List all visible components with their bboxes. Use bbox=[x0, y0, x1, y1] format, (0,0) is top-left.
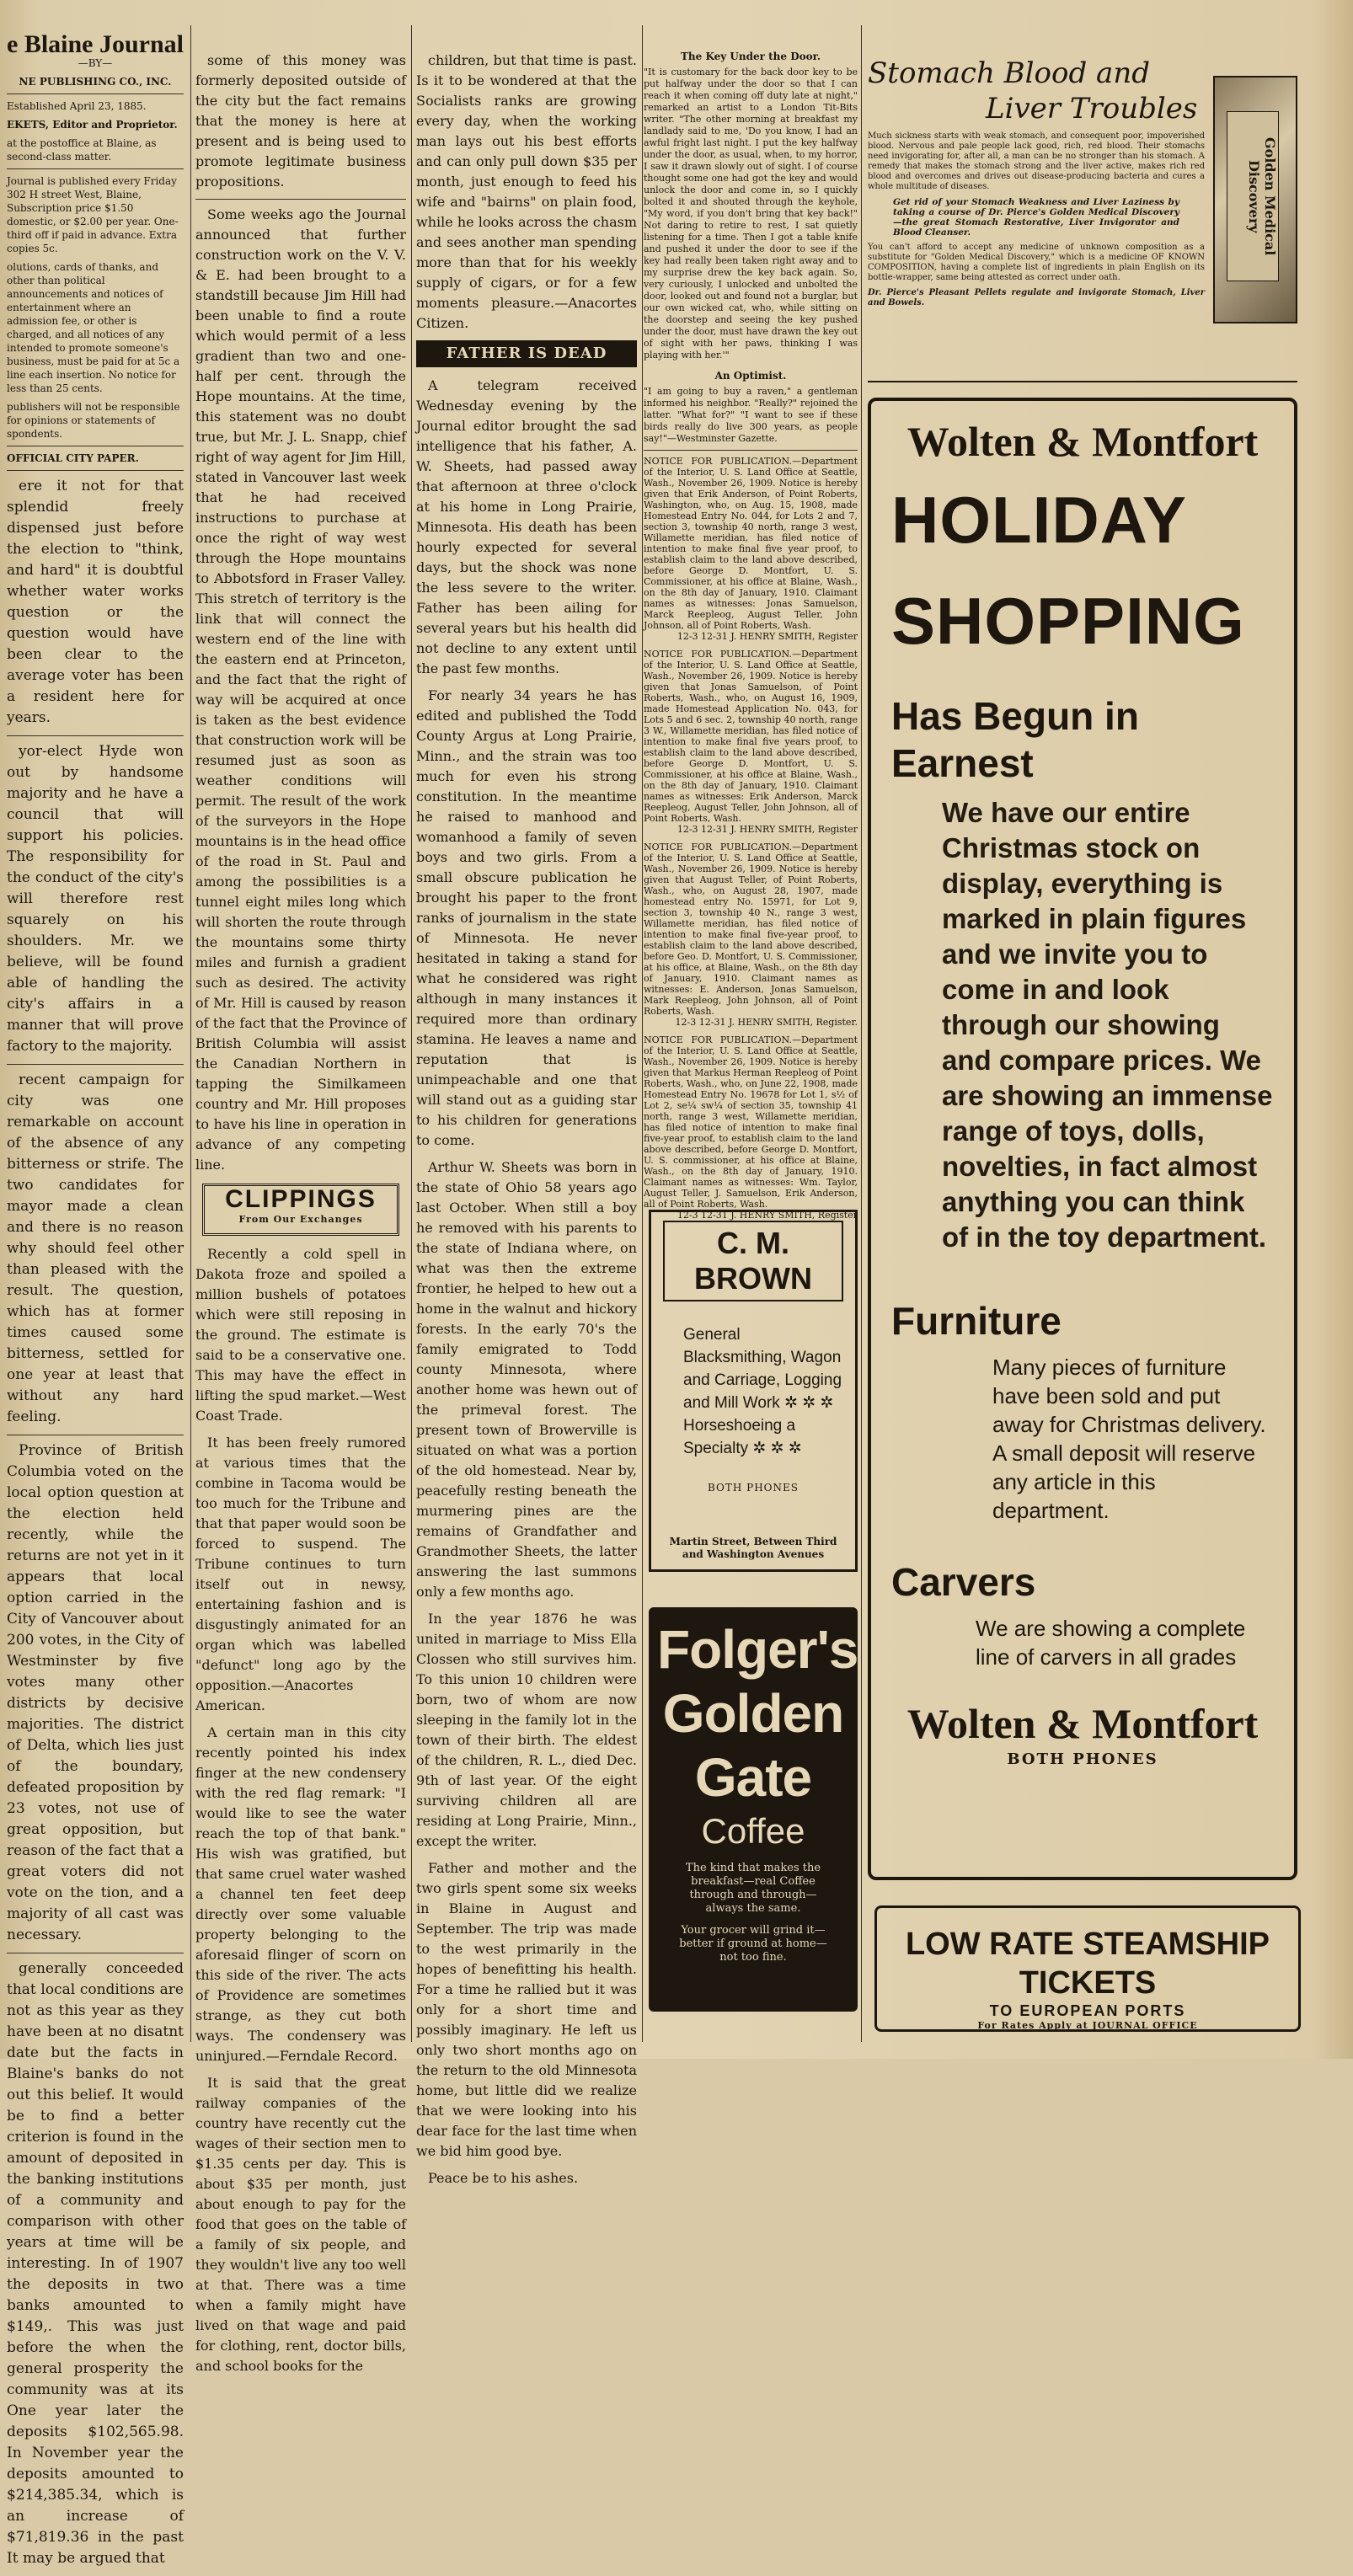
stomach-advertisement bbox=[868, 56, 1297, 376]
folgers-text: The kind that makes the breakfast—real Coffee through and through—always the same. bbox=[685, 1862, 821, 1915]
brown-services: General Blacksmithing, Wagon and Carriage, Logging and Mill Work ✲ ✲ ✲ Horseshoeing a Specialty ✲ ✲ ✲ bbox=[683, 1326, 842, 1457]
legal-notice: NOTICE FOR PUBLICATION.—Department of the Interior, U. S. Land Office at Seattle, Wash., November 26, 1909. Notice is hereby given that August Teller, of Point Roberts, Wash., who, on August 28, 1907, made homestead entry No. 15971, for Lot 9, section 3, township 40 N., range 3 west, Willamette meridian, has filed notice of intention to make final five-year proof, to establish claim to the land above described, before Geo. D. Montfort, U. S. Commissioner, at his office, at Blaine, Wash., on the 8th day of January, 1910. Claimant names as witnesses: E. Anderson, Jonas Samuelson, Mark Reepleog, John Johnson, all of Point Roberts, Wash. 12-3 12-31 J. HENRY SMITH, Register. bbox=[644, 842, 858, 1028]
editorial-paragraph: generally conceeded that local conditions are not as this year as they have been at no disatnt date but the facts in Blaine's banks do not out this belief. It would be to find a better criterion is found in the amount of deposited in the banking institutions of a community and comparison with other years at time will be interesting. In of 1907 the deposits in two banks amounted to $149,. This was just before the when the general prosperity the community was at its One year later the deposits $102,565.98. In November year the deposits amounted to $214,385.34, which is an increase of $71,819.36 in the past It may be argued that bbox=[7, 1960, 184, 2567]
masthead-established: Established April 23, 1885. bbox=[7, 100, 147, 112]
clipping-item: It is said that the great railway companies of the country have recently cut the wages of their section men to $1.35 cents per day. This is about $35 per month, just about enough to pay for the food that goes on the table of a family of six people, and they wouldn't live any too well at that. There was a time when a family might have lived on that wage and paid for clothing, rent, doctor bills, and school books for the bbox=[195, 2075, 406, 2374]
key-under-door-text: "It is customary for the back door key to be put halfway under the door so that I can reach it when coming off duty late at night," remarked an artist to a London Tit-Bits writer. "The other morning at breakfast my landlady said to me, 'Do you know, I had an awful fright last night. I put the key halfway under the door, as usual, when, to my horror, I saw it drawn slowly out of sight. I of course thought some one had got the key and would unlock the door and come in, so I quickly bolted it and shouted through the keyhole, "My word, if you don't bring that key back!" Not daring to retire to rest, I sat quietly listening for a time. Then I got a table knife and pushed it under the door to see if the key had really been taken right away and to my surprise drew the key back again. So, very curiously, I unlocked and unbolted the door, looked out and found not a burglar, but our own wicked cat, who, while sitting on the doorstep and seeing the key pushed under the door, must have drawn the key out of sight with her paws, thinking I was playing with her.'" bbox=[644, 67, 858, 361]
clippings-heading bbox=[202, 1184, 399, 1236]
column-2 bbox=[195, 51, 406, 2383]
holiday-heading: HOLIDAY bbox=[891, 483, 1187, 557]
furniture-body: Many pieces of furniture have been sold and put away for Christmas delivery. A small deposit will reserve any article in this department. bbox=[992, 1355, 1266, 1523]
steamship-rates: For Rates Apply at JOURNAL OFFICE bbox=[977, 2020, 1198, 2031]
folgers-coffee: Coffee bbox=[701, 1811, 805, 1851]
stomach-title-1: Stomach Blood and bbox=[868, 56, 1150, 90]
clipping-item: It has been freely rumored at various times that the combine in Tacoma would be too much for the Tribune and that that paper would soon be forced to suspend. The Tribune continues to turn itself out in newsy, entertaining fashion and is disgustingly animated for an organ which was labelled "defunct" long ago by the opposition.—Anacortes American. bbox=[195, 1435, 406, 1713]
folgers-text: Your grocer will grind it—better if ground at home—not too fine. bbox=[679, 1924, 827, 1964]
legal-notice: NOTICE FOR PUBLICATION.—Department of the Interior, U. S. Land Office at Seattle, Wash., November 26, 1909. Notice is hereby given that Jonas Samuelson, of Point Roberts, Wash., who, on August 16, 1909, made Homestead Application No. 043, for Lots 5 and 6 sec. 2, township 40 north, range 3 W., Willamette meridian, has filed notice of intention to make final five years proof, to establish claim to the land above described, before George D. Montfort, U. S. Commissioner, at his office at Blaine, Wash., on the 8th day of January, 1910. Claimant names as witnesses: Erik Anderson, Marck Reepleog, August Teller, John Johnson, all of Point Roberts, Wash. 12-3 12-31 J. HENRY SMITH, Register bbox=[644, 649, 858, 835]
column-rule bbox=[642, 25, 643, 2042]
holiday-body: We have our entire Christmas stock on display, everything is marked in plain figures and we invite you to come in and look through our showing and compare prices. We are showing an immense range of toys, dolls, novelties, in fact almost anything you can think of in the toy department. bbox=[942, 797, 1273, 1253]
carvers-heading: Carvers bbox=[891, 1560, 1036, 1604]
obituary-paragraph: Father and mother and the two girls spent some six weeks in Blaine in August and September. The trip was made to the west primarily in the hopes of benefitting his health. For a time he rallied but it was only for a short time and possibly imaginary. He left us only two short months ago on the return to the old Minnesota home, but little did we realize that we were looking into his dear face for the last time when we bid him good bye. bbox=[416, 1860, 637, 2159]
wolten-montfort-name-footer: Wolten & Montfort bbox=[906, 1700, 1259, 1747]
editorial-paragraph: Some weeks ago the Journal announced that further construction work on the V. V. & E. had been brought to a standstill because Jim Hill had been unable to find a route which would permit of a less gradient than two and one-half per cent. through the Hope mountains. At the time, this statement was no doubt true, but Mr. J. L. Snapp, chief right of way agent for Jim Hill, stated in Vancouver last week that he had received instructions to purchase at once the right of way west through the Hope mountains to Abbotsford in Fraser Valley. This stretch of territory is the link that will connect the western end of the line with the eastern end at Princeton, and the fact that the right of way will be acquired at once is taken as the best evidence that construction work will be resumed just as soon as weather conditions will permit. The result of the work of the surveyors in the Hope mountains is in the head office of the road in St. Paul and among the possibilities is a tunnel eight miles long which will shorten the route through the mountains some thirty miles and furnish a gradient such as desired. The activity of Mr. Hill is caused by reason of the fact that the Province of British Columbia will assist the Canadian Northern in tapping the Similkameen country and Mr. Hill proposes to have his line in operation in advance of any competing line. bbox=[195, 206, 406, 1173]
furniture-heading: Furniture bbox=[891, 1299, 1062, 1343]
key-under-door-title: The Key Under the Door. bbox=[680, 51, 821, 62]
obituary-paragraph: Peace be to his ashes. bbox=[428, 2170, 579, 2186]
folgers-line: Gate bbox=[694, 1747, 812, 1808]
obituary-paragraph: In the year 1876 he was united in marriage to Miss Ella Clossen who still survives him. To this union 10 children were born, two of whom are now sleeping in the family lot in the town of their birth. The eldest of the children, R. L., died Dec. 9th of last year. Of the eight surviving children all are residing at Long Prairie, Minn., except the writer. bbox=[416, 1611, 637, 1849]
column-rule bbox=[861, 25, 862, 2042]
masthead-published: Journal is published every Friday 302 H street West, Blaine, Subscription price $1.50 domestic, or $2.00 per year. One-third off if paid in advance. Extra copies 5c. bbox=[7, 175, 179, 254]
clipping-item: Recently a cold spell in Dakota froze and spoiled a million bushels of potatoes which were still reposing in the ground. The estimate is said to be a conservative one. This may have the effect in lifting the spud market.—West Coast Trade. bbox=[195, 1246, 406, 1424]
obituary-paragraph: A telegram received Wednesday evening by the Journal editor brought the sad intelligence that his father, A. W. Sheets, had passed away that afternoon at three o'clock at his home in Long Prairie, Minnesota. His death has been hourly expected for several days, but the shock was none the less severe to the writer. Father has been ailing for several years but his health did not decline to any extent until the past few months. bbox=[416, 377, 637, 676]
masthead-publisher: NE PUBLISHING CO., INC. bbox=[19, 76, 172, 88]
obituary-paragraph: Arthur W. Sheets was born in the state of Ohio 58 years ago last October. When still a boy he removed with his parents to the state of Indiana where, on what was then the extreme frontier, he helped to hew out a home in the walnut and hickory forests. In the early 70's the family emigrated to Todd county Minnesota, where another home was hewn out of the primeval forest. The present town of Browerville is situated on what was a portion of the old homestead. Near by, peacefully resting beneath the murmering pines are the remains of Grandfather and Grandmother Sheets, the latter answering the last summons only a few months ago. bbox=[416, 1159, 637, 1600]
optimist-text: "I am going to buy a raven," a gentleman informed his neighbor. "Really?" rejoined the latter. "What for?" "I want to see if these birds really do live 300 years, as people say!"—Westminster Gazette. bbox=[644, 386, 858, 444]
wolten-phones: BOTH PHONES bbox=[1007, 1750, 1158, 1768]
editorial-paragraph: some of this money was formerly deposited outside of the city but the fact remains that the money is here at present and is being used to promote legitimate business propositions. bbox=[195, 52, 406, 190]
brown-name: C. M. BROWN bbox=[663, 1221, 843, 1301]
wolten-montfort-advertisement bbox=[868, 398, 1297, 1880]
optimist-title: An Optimist. bbox=[714, 370, 787, 382]
folgers-line: Folger's bbox=[657, 1619, 858, 1680]
editorial-paragraph: yor-elect Hyde won out by handsome majority and he have a council that will support his policies. The responsibility for the conduct of the city's will therefore rest squarely on his shoulders. Mr. we believe, will be found able of handling the city's affairs in a manner that will prove factory to the majority. bbox=[7, 743, 184, 1055]
steamship-subtitle: TO EUROPEAN PORTS bbox=[989, 2002, 1186, 2019]
legal-notice: NOTICE FOR PUBLICATION.—Department of the Interior, U. S. Land Office at Seattle, Wash., November 26, 1909. Notice is hereby given that Markus Herman Reepleog of Point Roberts, Wash., who, on June 22, 1908, made Homestead Entry No. 19678 for Lot 1, s½ of Lot 2, se¼ sw¼ of section 35, township 41 north, range 3 west, Willamette meridian, has filed notice of intention to make final five-year proof, to establish claim to the land above described, before George D. Montfort, U. S. commissioner, at his office at Blaine, Wash., on the 8th day of January, 1910. Claimant names as witnesses: Wm. Taylor, August Teller, J. Samuelson, Erik Anderson, all of Point Roberts, Wash. 12-3 12-31 J. HENRY SMITH, Register bbox=[644, 1034, 858, 1221]
stomach-title-2: Liver Troubles bbox=[986, 92, 1198, 126]
masthead-entered: at the postoffice at Blaine, as second-class matter. bbox=[7, 137, 157, 163]
steamship-advertisement bbox=[874, 1905, 1301, 2032]
steamship-title: LOW RATE STEAMSHIP TICKETS bbox=[905, 1927, 1270, 2001]
brown-advertisement bbox=[649, 1210, 858, 1572]
father-is-dead-heading: FATHER IS DEAD bbox=[416, 340, 637, 367]
masthead-responsibility: publishers will not be responsible for opinions or statements of spondents. bbox=[7, 401, 180, 440]
editorial-paragraph: children, but that time is past. Is it to be wondered at that the Socialists ranks are growing every day, when the working man lays out his best efforts and can only pull down $35 per month, just enough to feed his wife and "bairns" on plain food, while he looks across the chasm and sees another man spending more than that for his weekly supply of cigars, or for a few moments pleasure.—Anacortes Citizen. bbox=[416, 52, 637, 331]
column-rule bbox=[411, 25, 412, 2042]
column-rule bbox=[190, 25, 191, 2042]
masthead-editor: EKETS, Editor and Proprietor. bbox=[7, 119, 178, 131]
editorial-paragraph: Province of British Columbia voted on the local option question at the election held recently, while the returns are not yet in it appears that local option carried in the City of Vancouver about 200 votes, in the City of Westminster by five votes many other districts by decisive majorities. The district of Delta, which lies just of the boundary, defeated proposition by 23 votes, not use of great opposition, but reason of the fact that a great voters did not vote on the tion, and a majority of all cast was necessary. bbox=[7, 1442, 184, 1943]
editorial-paragraph: recent campaign for city was one remarkable on account of the absence of any bitterness or strife. The two candidates for mayor made a clean and there is no reason why should feel other than pleased with the result. The question, which has at former times caused some bitterness, settled for one year at least that without any hard feeling. bbox=[7, 1072, 184, 1425]
masthead-title: e Blaine Journal bbox=[7, 30, 184, 58]
brown-address: Martin Street, Between Third and Washington Avenues bbox=[669, 1536, 837, 1560]
column-4 bbox=[644, 51, 858, 1227]
clippings-title: CLIPPINGS bbox=[225, 1185, 377, 1213]
folgers-advertisement bbox=[649, 1607, 858, 2012]
wolten-montfort-name: Wolten & Montfort bbox=[906, 418, 1259, 465]
stomach-text: Much sickness starts with weak stomach, and consequent poor, impoverished blood. Nervous and pale people lack good, rich, red blood. Their stomachs need invigorating for, after all, a man can be no stronger than his stomach. A remedy that makes the stomach strong and the liver active, makes rich red blood and overcomes and drives out disease-producing bacteria and cures a whole multitude of diseases. Get rid of your Stomach Weakness and Liver Laziness by taking a course of Dr. Pierce's Golden Medical Discovery —the great Stomach Restorative, Liver Invigorator and Blood Cleanser. You can't afford to accept any medicine of unknown composition as a substitute for "Golden Medical Discovery," which is a medicine OF KNOWN COMPOSITION, having a complete list of ingredients in plain English on its bottle-wrapper, same being attested as correct under oath. Dr. Pierce's Pleasant Pellets regulate and invigorate Stomach, Liver and Bowels. bbox=[868, 131, 1205, 307]
carvers-body: We are showing a complete line of carvers in all grades bbox=[976, 1616, 1246, 1670]
column-3 bbox=[416, 51, 637, 2195]
folgers-line: Golden bbox=[662, 1683, 844, 1744]
medicine-box-image: Golden Medical Discovery bbox=[1213, 76, 1297, 323]
clipping-item: A certain man in this city recently pointed his index finger at the new condensery with the red flag remark: "I would like to see the water reach the top of that bank." His wish was gratified, but that same cruel water washed a channel ten feet deep directly over some valuable property belonging to the aforesaid flinger of scorn on this side of the river. The acts of Providence are sometimes strange, as they cut both ways. The condensery was uninjured.—Ferndale Record. bbox=[195, 1724, 406, 2064]
editorial-paragraph: ere it not for that splendid freely dispensed just before the election to "think, and hard" it is doubtful whether water works question or the question would have been clear to the average voter has been a resident here for years. bbox=[7, 478, 184, 726]
begun-heading: Has Begun in Earnest bbox=[891, 694, 1139, 785]
brown-phones: BOTH PHONES bbox=[707, 1482, 800, 1494]
official-city-paper: OFFICIAL CITY PAPER. bbox=[7, 452, 139, 464]
shopping-heading: SHOPPING bbox=[891, 584, 1245, 658]
legal-notice: NOTICE FOR PUBLICATION.—Department of the Interior, U. S. Land Office at Seattle, Wash., November 26, 1909. Notice is hereby given that Erik Anderson, of Point Roberts, Washington, who, on Aug. 15, 1908, made Homestead Entry No. 044, for Lots 2 and 7, section 3, township 40 north, range 3 west, Willamette meridian, has filed notice of intention to make final five year proof, to establish claim to the land above described, before George D. Montfort, U. S. Commissioner, at his office at Blaine, Wash., on the 8th day of January, 1910. Claimant names as witnesses: Jonas Samuelson, Marck Reepleog, August Teller, John Johnson, all of Point Roberts, Wash. 12-3 12-31 J. HENRY SMITH, Register bbox=[644, 456, 858, 642]
masthead-by: —BY— bbox=[78, 57, 113, 69]
clippings-subtitle: From Our Exchanges bbox=[238, 1214, 363, 1225]
obituary-paragraph: For nearly 34 years he has edited and published the Todd County Argus at Long Prairie, Minn., and the strain was too much for even his strong constitution. In the meantime he raised to manhood and womanhood a family of seven boys and two girls. From a small obscure publication he brought his paper to the front ranks of journalism in the state of Minnesota. He never hesitated in taking a stand for what he considered was right although in many instances it required more than ordinary stamina. He leaves a name and reputation that is unimpeachable and one that will stand out as a guiding star to his children for generations to come. bbox=[416, 687, 637, 1148]
column-1 bbox=[7, 25, 184, 2576]
masthead-notices: olutions, cards of thanks, and other than political announcements and notices of entertainment where an admission fee, or other is charged, and all notices of any intended to promote someone's business, must be paid for at 5c a line each insertion. No notice for less than 25 cents. bbox=[7, 261, 180, 394]
divider bbox=[868, 381, 1297, 382]
